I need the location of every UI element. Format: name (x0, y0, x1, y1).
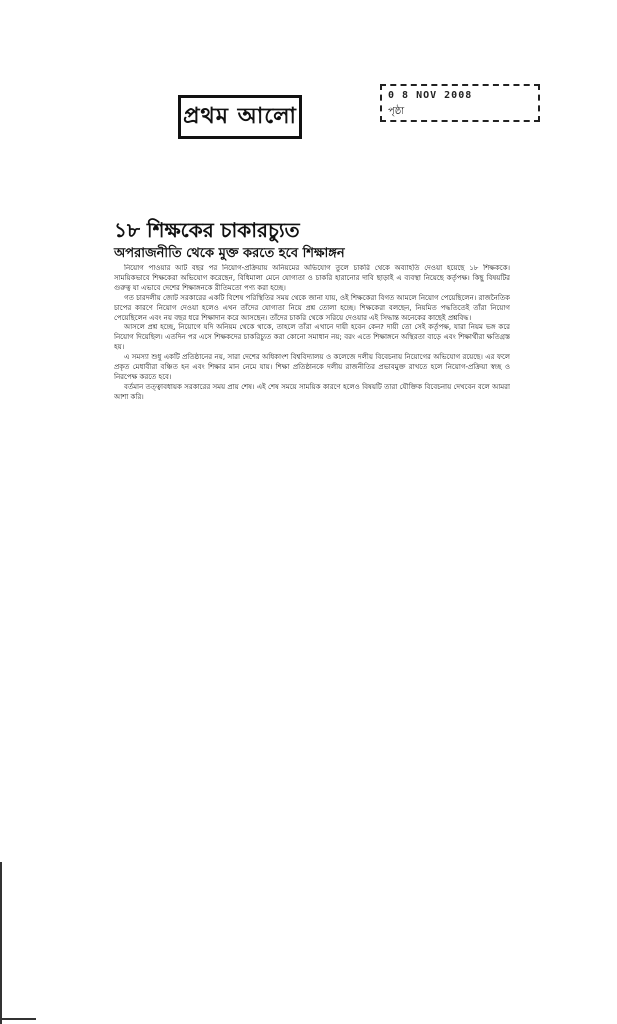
scan-margin-foot (0, 1018, 36, 1020)
date-stamp (380, 84, 540, 122)
article-subhead: অপরাজনীতি থেকে মুক্ত করতে হবে শিক্ষাঙ্গন (114, 246, 345, 261)
article-body (114, 264, 510, 534)
stamp-note: পৃষ্ঠা (388, 106, 405, 117)
article-paragraph: এ সমস্যা শুধু একটি প্রতিষ্ঠানের নয়, সারা দেশের অধিকাংশ বিশ্ববিদ্যালয় ও কলেজে দলীয় বিবেচনায় নিয়োগের অভিযোগ রয়েছে। এর ফলে প্রকৃত মেধাবীরা বঞ্চিত হন এবং শিক্ষার মান নেমে যায়। শিক্ষা প্রতিষ্ঠানকে দলীয় রাজনীতির প্রভাবমুক্ত রাখতে হলে নিয়োগ-প্রক্রিয়া স্বচ্ছ ও নিরপেক্ষ করতে হবে। (114, 353, 510, 381)
scan-margin-line (0, 862, 2, 1024)
article-paragraph: বর্তমান তত্ত্বাবধায়ক সরকারের সময় প্রায় শেষ। এই শেষ সময়ে সাময়িক কারণে হলেও বিষয়টি তারা যৌক্তিক বিবেচনায় দেখবেন বলে আমরা আশা করি। (114, 382, 510, 401)
newspaper-masthead (178, 95, 302, 139)
article-headline: ১৮ শিক্ষকের চাকারচ্যুত (114, 218, 300, 242)
article-paragraph: গত চারদলীয় জোট সরকারের একটি বিশেষ পরিস্থিতির সময় থেকে জানা যায়, ওই শিক্ষকেরা বিগত আমলে নিয়োগ পেয়েছিলেন। রাজনৈতিক চাপের কারণে নিয়োগ দেওয়া হলেও এখন তাঁদের যোগ্যতা নিয়ে প্রশ্ন তোলা হচ্ছে। শিক্ষকেরা বলছেন, নিয়মিত পদ্ধতিতেই তাঁরা নিয়োগ পেয়েছিলেন এবং নয় বছর ধরে শিক্ষাদান করে আসছেন। তাঁদের চাকরি থেকে সরিয়ে দেওয়ার এই সিদ্ধান্ত অনেকের কাছেই প্রশ্নবিদ্ধ। (114, 293, 510, 322)
masthead-title: প্রথম আলো (183, 102, 297, 129)
stamp-date: 0 8 NOV 2008 (388, 90, 473, 101)
article-paragraph: আসলে প্রশ্ন হচ্ছে, নিয়োগে যদি অনিয়ম থেকে থাকে, তাহলে তাঁরা এখানে দায়ী হবেন কেন? দায়ী তো সেই কর্তৃপক্ষ, যারা নিয়ম ভঙ্গ করে নিয়োগ দিয়েছিল। এতদিন পর এসে শিক্ষকদের চাকরিচ্যুত করা কোনো সমাধান নয়; বরং এতে শিক্ষাঙ্গনে অস্থিরতা বাড়ে এবং শিক্ষার্থীরা ক্ষতিগ্রস্ত হয়। (114, 323, 510, 352)
article-paragraph: নিয়োগ পাওয়ার আট বছর পর নিয়োগ-প্রক্রিয়ায় অনিয়মের অভিযোগ তুলে চাকরি থেকে অব্যাহতি দেওয়া হয়েছে ১৮ শিক্ষককে। সাময়িকভাবে শিক্ষকেরা অভিযোগ করেছেন, বিধিমালা মেনে যোগ্যতা ও চাকরি হারানোর দাবি ছাড়াই এ ব্যবস্থা নিয়েছে কর্তৃপক্ষ। কিছু বিষয়টির গুরুত্ব যা এভাবে দেশের শিক্ষাঙ্গনকে রীতিমতো পণ্য করা হচ্ছে। (114, 264, 510, 292)
